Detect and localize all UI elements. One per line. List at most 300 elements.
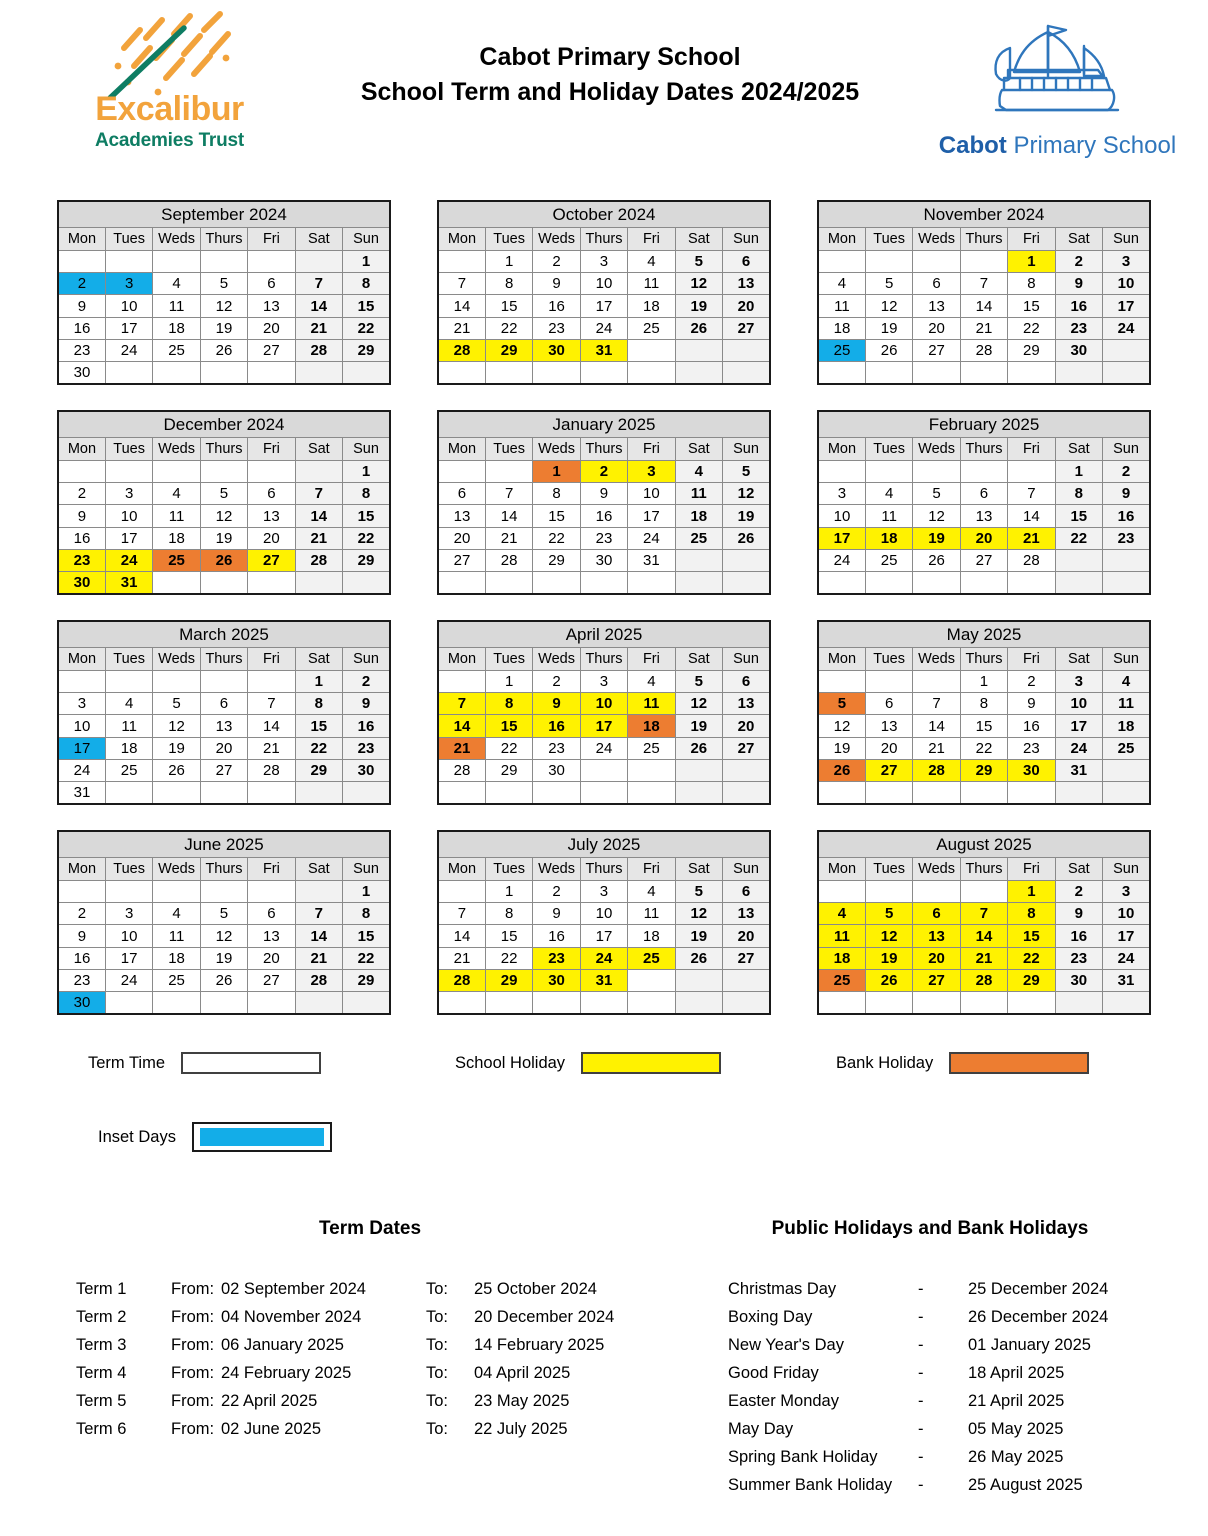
calendar-day-cell[interactable]: 9 xyxy=(533,693,580,715)
calendar-day-cell[interactable]: 19 xyxy=(865,317,912,339)
calendar-day-cell[interactable]: 25 xyxy=(105,759,152,781)
calendar-day-cell[interactable]: 12 xyxy=(675,693,722,715)
calendar-day-cell[interactable]: 11 xyxy=(818,925,865,947)
calendar-day-cell[interactable]: 25 xyxy=(818,339,865,361)
calendar-day-cell[interactable]: 14 xyxy=(960,295,1007,317)
calendar-day-cell[interactable]: 21 xyxy=(485,527,532,549)
calendar-day-cell[interactable]: 6 xyxy=(248,903,295,925)
calendar-day-cell[interactable]: 1 xyxy=(1008,881,1055,903)
calendar-day-cell[interactable]: 24 xyxy=(105,969,152,991)
calendar-day-cell[interactable]: 13 xyxy=(248,295,295,317)
calendar-day-cell[interactable]: 8 xyxy=(960,693,1007,715)
calendar-day-cell[interactable]: 10 xyxy=(818,505,865,527)
calendar-day-cell[interactable]: 1 xyxy=(485,251,532,273)
calendar-day-cell[interactable]: 5 xyxy=(675,251,722,273)
calendar-day-cell[interactable]: 14 xyxy=(438,925,485,947)
calendar-day-cell[interactable]: 3 xyxy=(580,671,627,693)
calendar-day-cell[interactable]: 1 xyxy=(485,881,532,903)
calendar-day-cell[interactable]: 1 xyxy=(1008,251,1055,273)
calendar-day-cell[interactable]: 5 xyxy=(865,903,912,925)
calendar-day-cell[interactable]: 12 xyxy=(865,295,912,317)
calendar-day-cell[interactable]: 16 xyxy=(580,505,627,527)
calendar-day-cell[interactable]: 1 xyxy=(960,671,1007,693)
calendar-day-cell[interactable]: 29 xyxy=(343,969,390,991)
calendar-day-cell[interactable]: 28 xyxy=(438,339,485,361)
calendar-day-cell[interactable]: 27 xyxy=(248,549,295,571)
calendar-day-cell[interactable]: 15 xyxy=(343,925,390,947)
calendar-day-cell[interactable]: 29 xyxy=(343,549,390,571)
calendar-day-cell[interactable]: 17 xyxy=(580,925,627,947)
calendar-day-cell[interactable]: 29 xyxy=(533,549,580,571)
calendar-day-cell[interactable]: 27 xyxy=(913,969,960,991)
calendar-day-cell[interactable]: 1 xyxy=(295,671,342,693)
calendar-day-cell[interactable]: 24 xyxy=(580,317,627,339)
calendar-day-cell[interactable]: 18 xyxy=(628,295,675,317)
calendar-day-cell[interactable]: 18 xyxy=(153,527,200,549)
calendar-day-cell[interactable]: 7 xyxy=(295,273,342,295)
calendar-day-cell[interactable]: 21 xyxy=(438,737,485,759)
calendar-day-cell[interactable]: 12 xyxy=(200,295,247,317)
calendar-day-cell[interactable]: 31 xyxy=(105,571,152,594)
calendar-day-cell[interactable]: 11 xyxy=(865,505,912,527)
calendar-day-cell[interactable]: 29 xyxy=(485,969,532,991)
calendar-day-cell[interactable]: 9 xyxy=(1055,903,1102,925)
calendar-day-cell[interactable]: 3 xyxy=(105,273,152,295)
calendar-day-cell[interactable]: 31 xyxy=(1055,759,1102,781)
calendar-day-cell[interactable]: 28 xyxy=(1008,549,1055,571)
calendar-day-cell[interactable]: 3 xyxy=(818,483,865,505)
calendar-day-cell[interactable]: 17 xyxy=(1103,295,1150,317)
calendar-day-cell[interactable]: 23 xyxy=(580,527,627,549)
calendar-day-cell[interactable]: 22 xyxy=(1055,527,1102,549)
calendar-day-cell[interactable]: 2 xyxy=(58,903,105,925)
calendar-day-cell[interactable]: 14 xyxy=(960,925,1007,947)
calendar-day-cell[interactable]: 8 xyxy=(485,693,532,715)
calendar-day-cell[interactable]: 3 xyxy=(105,483,152,505)
calendar-day-cell[interactable]: 26 xyxy=(675,317,722,339)
calendar-day-cell[interactable]: 9 xyxy=(533,903,580,925)
calendar-day-cell[interactable]: 1 xyxy=(533,461,580,483)
calendar-day-cell[interactable]: 11 xyxy=(153,925,200,947)
calendar-day-cell[interactable]: 16 xyxy=(1008,715,1055,737)
calendar-day-cell[interactable]: 5 xyxy=(153,693,200,715)
calendar-day-cell[interactable]: 17 xyxy=(628,505,675,527)
calendar-day-cell[interactable]: 2 xyxy=(533,251,580,273)
calendar-day-cell[interactable]: 18 xyxy=(153,317,200,339)
calendar-day-cell[interactable]: 10 xyxy=(580,903,627,925)
calendar-day-cell[interactable]: 24 xyxy=(105,549,152,571)
calendar-day-cell[interactable]: 25 xyxy=(628,317,675,339)
calendar-day-cell[interactable]: 31 xyxy=(628,549,675,571)
calendar-day-cell[interactable]: 9 xyxy=(58,505,105,527)
calendar-day-cell[interactable]: 29 xyxy=(1008,969,1055,991)
calendar-day-cell[interactable]: 8 xyxy=(485,273,532,295)
calendar-day-cell[interactable]: 6 xyxy=(248,483,295,505)
calendar-day-cell[interactable]: 8 xyxy=(1008,273,1055,295)
calendar-day-cell[interactable]: 23 xyxy=(1055,317,1102,339)
calendar-day-cell[interactable]: 13 xyxy=(960,505,1007,527)
calendar-day-cell[interactable]: 20 xyxy=(960,527,1007,549)
calendar-day-cell[interactable]: 9 xyxy=(58,295,105,317)
calendar-day-cell[interactable]: 18 xyxy=(818,947,865,969)
calendar-day-cell[interactable]: 30 xyxy=(343,759,390,781)
calendar-day-cell[interactable]: 17 xyxy=(580,295,627,317)
calendar-day-cell[interactable]: 24 xyxy=(818,549,865,571)
calendar-day-cell[interactable]: 2 xyxy=(1103,461,1150,483)
calendar-day-cell[interactable]: 26 xyxy=(200,969,247,991)
calendar-day-cell[interactable]: 14 xyxy=(913,715,960,737)
calendar-day-cell[interactable]: 17 xyxy=(818,527,865,549)
calendar-day-cell[interactable]: 3 xyxy=(105,903,152,925)
calendar-day-cell[interactable]: 15 xyxy=(295,715,342,737)
calendar-day-cell[interactable]: 26 xyxy=(675,737,722,759)
calendar-day-cell[interactable]: 26 xyxy=(200,549,247,571)
calendar-day-cell[interactable]: 22 xyxy=(343,317,390,339)
calendar-day-cell[interactable]: 2 xyxy=(1008,671,1055,693)
calendar-day-cell[interactable]: 7 xyxy=(960,273,1007,295)
calendar-day-cell[interactable]: 28 xyxy=(295,339,342,361)
calendar-day-cell[interactable]: 8 xyxy=(485,903,532,925)
calendar-day-cell[interactable]: 11 xyxy=(628,903,675,925)
calendar-day-cell[interactable]: 22 xyxy=(485,737,532,759)
calendar-day-cell[interactable]: 3 xyxy=(1055,671,1102,693)
calendar-day-cell[interactable]: 19 xyxy=(200,317,247,339)
calendar-day-cell[interactable]: 30 xyxy=(58,571,105,594)
calendar-day-cell[interactable]: 20 xyxy=(200,737,247,759)
calendar-day-cell[interactable]: 21 xyxy=(438,947,485,969)
calendar-day-cell[interactable]: 26 xyxy=(818,759,865,781)
calendar-day-cell[interactable]: 26 xyxy=(865,969,912,991)
calendar-day-cell[interactable]: 27 xyxy=(723,317,770,339)
calendar-day-cell[interactable]: 31 xyxy=(580,969,627,991)
calendar-day-cell[interactable]: 22 xyxy=(295,737,342,759)
calendar-day-cell[interactable]: 18 xyxy=(153,947,200,969)
calendar-day-cell[interactable]: 11 xyxy=(628,273,675,295)
calendar-day-cell[interactable]: 7 xyxy=(960,903,1007,925)
calendar-day-cell[interactable]: 30 xyxy=(533,339,580,361)
calendar-day-cell[interactable]: 5 xyxy=(818,693,865,715)
calendar-day-cell[interactable]: 25 xyxy=(865,549,912,571)
calendar-day-cell[interactable]: 6 xyxy=(865,693,912,715)
calendar-day-cell[interactable]: 25 xyxy=(153,549,200,571)
calendar-day-cell[interactable]: 2 xyxy=(533,881,580,903)
calendar-day-cell[interactable]: 7 xyxy=(295,483,342,505)
calendar-day-cell[interactable]: 22 xyxy=(960,737,1007,759)
calendar-day-cell[interactable]: 15 xyxy=(533,505,580,527)
calendar-day-cell[interactable]: 30 xyxy=(533,759,580,781)
calendar-day-cell[interactable]: 11 xyxy=(153,295,200,317)
calendar-day-cell[interactable]: 16 xyxy=(58,527,105,549)
calendar-day-cell[interactable]: 13 xyxy=(248,505,295,527)
calendar-day-cell[interactable]: 12 xyxy=(913,505,960,527)
calendar-day-cell[interactable]: 20 xyxy=(723,715,770,737)
calendar-day-cell[interactable]: 12 xyxy=(200,505,247,527)
calendar-day-cell[interactable]: 25 xyxy=(628,947,675,969)
calendar-day-cell[interactable]: 11 xyxy=(1103,693,1150,715)
calendar-day-cell[interactable]: 13 xyxy=(913,295,960,317)
calendar-day-cell[interactable]: 30 xyxy=(58,361,105,384)
calendar-day-cell[interactable]: 26 xyxy=(865,339,912,361)
calendar-day-cell[interactable]: 16 xyxy=(1055,295,1102,317)
calendar-day-cell[interactable]: 14 xyxy=(295,505,342,527)
calendar-day-cell[interactable]: 18 xyxy=(865,527,912,549)
calendar-day-cell[interactable]: 28 xyxy=(295,969,342,991)
calendar-day-cell[interactable]: 1 xyxy=(485,671,532,693)
calendar-day-cell[interactable]: 8 xyxy=(1008,903,1055,925)
calendar-day-cell[interactable]: 7 xyxy=(1008,483,1055,505)
calendar-day-cell[interactable]: 4 xyxy=(153,483,200,505)
calendar-day-cell[interactable]: 23 xyxy=(533,947,580,969)
calendar-day-cell[interactable]: 12 xyxy=(153,715,200,737)
calendar-day-cell[interactable]: 27 xyxy=(723,737,770,759)
calendar-day-cell[interactable]: 4 xyxy=(818,273,865,295)
calendar-day-cell[interactable]: 26 xyxy=(723,527,770,549)
calendar-day-cell[interactable]: 9 xyxy=(1008,693,1055,715)
calendar-day-cell[interactable]: 16 xyxy=(533,925,580,947)
calendar-day-cell[interactable]: 3 xyxy=(1103,881,1150,903)
calendar-day-cell[interactable]: 23 xyxy=(1103,527,1150,549)
calendar-day-cell[interactable]: 18 xyxy=(628,925,675,947)
calendar-day-cell[interactable]: 26 xyxy=(200,339,247,361)
calendar-day-cell[interactable]: 28 xyxy=(438,969,485,991)
calendar-day-cell[interactable]: 28 xyxy=(960,969,1007,991)
calendar-day-cell[interactable]: 23 xyxy=(58,549,105,571)
calendar-day-cell[interactable]: 14 xyxy=(295,295,342,317)
calendar-day-cell[interactable]: 10 xyxy=(628,483,675,505)
calendar-day-cell[interactable]: 10 xyxy=(105,925,152,947)
calendar-day-cell[interactable]: 19 xyxy=(865,947,912,969)
calendar-day-cell[interactable]: 12 xyxy=(675,273,722,295)
calendar-day-cell[interactable]: 30 xyxy=(1055,969,1102,991)
calendar-day-cell[interactable]: 16 xyxy=(1055,925,1102,947)
calendar-day-cell[interactable]: 28 xyxy=(248,759,295,781)
calendar-day-cell[interactable]: 10 xyxy=(580,273,627,295)
calendar-day-cell[interactable]: 2 xyxy=(58,483,105,505)
calendar-day-cell[interactable]: 1 xyxy=(343,881,390,903)
calendar-day-cell[interactable]: 4 xyxy=(628,881,675,903)
calendar-day-cell[interactable]: 13 xyxy=(248,925,295,947)
calendar-day-cell[interactable]: 23 xyxy=(1055,947,1102,969)
calendar-day-cell[interactable]: 23 xyxy=(343,737,390,759)
calendar-day-cell[interactable]: 15 xyxy=(960,715,1007,737)
calendar-day-cell[interactable]: 17 xyxy=(105,317,152,339)
calendar-day-cell[interactable]: 2 xyxy=(533,671,580,693)
calendar-day-cell[interactable]: 24 xyxy=(580,947,627,969)
calendar-day-cell[interactable]: 17 xyxy=(105,527,152,549)
calendar-day-cell[interactable]: 29 xyxy=(1008,339,1055,361)
calendar-day-cell[interactable]: 8 xyxy=(343,273,390,295)
calendar-day-cell[interactable]: 20 xyxy=(913,947,960,969)
calendar-day-cell[interactable]: 25 xyxy=(153,969,200,991)
calendar-day-cell[interactable]: 6 xyxy=(960,483,1007,505)
calendar-day-cell[interactable]: 20 xyxy=(723,295,770,317)
calendar-day-cell[interactable]: 22 xyxy=(485,317,532,339)
calendar-day-cell[interactable]: 2 xyxy=(1055,251,1102,273)
calendar-day-cell[interactable]: 17 xyxy=(58,737,105,759)
calendar-day-cell[interactable]: 25 xyxy=(675,527,722,549)
calendar-day-cell[interactable]: 9 xyxy=(1103,483,1150,505)
calendar-day-cell[interactable]: 4 xyxy=(153,903,200,925)
calendar-day-cell[interactable]: 27 xyxy=(723,947,770,969)
calendar-day-cell[interactable]: 5 xyxy=(200,273,247,295)
calendar-day-cell[interactable]: 26 xyxy=(913,549,960,571)
calendar-day-cell[interactable]: 7 xyxy=(913,693,960,715)
calendar-day-cell[interactable]: 9 xyxy=(580,483,627,505)
calendar-day-cell[interactable]: 29 xyxy=(343,339,390,361)
calendar-day-cell[interactable]: 14 xyxy=(438,295,485,317)
calendar-day-cell[interactable]: 21 xyxy=(913,737,960,759)
calendar-day-cell[interactable]: 11 xyxy=(628,693,675,715)
calendar-day-cell[interactable]: 1 xyxy=(1055,461,1102,483)
calendar-day-cell[interactable]: 10 xyxy=(58,715,105,737)
calendar-day-cell[interactable]: 31 xyxy=(580,339,627,361)
calendar-day-cell[interactable]: 14 xyxy=(438,715,485,737)
calendar-day-cell[interactable]: 7 xyxy=(438,273,485,295)
calendar-day-cell[interactable]: 5 xyxy=(675,671,722,693)
calendar-day-cell[interactable]: 24 xyxy=(580,737,627,759)
calendar-day-cell[interactable]: 13 xyxy=(913,925,960,947)
calendar-day-cell[interactable]: 6 xyxy=(200,693,247,715)
calendar-day-cell[interactable]: 19 xyxy=(913,527,960,549)
calendar-day-cell[interactable]: 13 xyxy=(723,693,770,715)
calendar-day-cell[interactable]: 27 xyxy=(248,969,295,991)
calendar-day-cell[interactable]: 4 xyxy=(628,671,675,693)
calendar-day-cell[interactable]: 18 xyxy=(675,505,722,527)
calendar-day-cell[interactable]: 12 xyxy=(200,925,247,947)
calendar-day-cell[interactable]: 12 xyxy=(818,715,865,737)
calendar-day-cell[interactable]: 10 xyxy=(1055,693,1102,715)
calendar-day-cell[interactable]: 15 xyxy=(1008,295,1055,317)
calendar-day-cell[interactable]: 5 xyxy=(865,273,912,295)
calendar-day-cell[interactable]: 5 xyxy=(723,461,770,483)
calendar-day-cell[interactable]: 4 xyxy=(675,461,722,483)
calendar-day-cell[interactable]: 27 xyxy=(913,339,960,361)
calendar-day-cell[interactable]: 26 xyxy=(153,759,200,781)
calendar-day-cell[interactable]: 20 xyxy=(248,527,295,549)
calendar-day-cell[interactable]: 24 xyxy=(1055,737,1102,759)
calendar-day-cell[interactable]: 19 xyxy=(675,715,722,737)
calendar-day-cell[interactable]: 1 xyxy=(343,251,390,273)
calendar-day-cell[interactable]: 26 xyxy=(675,947,722,969)
calendar-day-cell[interactable]: 12 xyxy=(675,903,722,925)
calendar-day-cell[interactable]: 13 xyxy=(723,903,770,925)
calendar-day-cell[interactable]: 3 xyxy=(1103,251,1150,273)
calendar-day-cell[interactable]: 12 xyxy=(865,925,912,947)
calendar-day-cell[interactable]: 21 xyxy=(438,317,485,339)
calendar-day-cell[interactable]: 7 xyxy=(438,903,485,925)
calendar-day-cell[interactable]: 11 xyxy=(818,295,865,317)
calendar-day-cell[interactable]: 9 xyxy=(533,273,580,295)
calendar-day-cell[interactable]: 6 xyxy=(438,483,485,505)
calendar-day-cell[interactable]: 4 xyxy=(818,903,865,925)
calendar-day-cell[interactable]: 21 xyxy=(1008,527,1055,549)
calendar-day-cell[interactable]: 13 xyxy=(865,715,912,737)
calendar-day-cell[interactable]: 22 xyxy=(485,947,532,969)
calendar-day-cell[interactable]: 19 xyxy=(818,737,865,759)
calendar-day-cell[interactable]: 2 xyxy=(1055,881,1102,903)
calendar-day-cell[interactable]: 7 xyxy=(438,693,485,715)
calendar-day-cell[interactable]: 4 xyxy=(105,693,152,715)
calendar-day-cell[interactable]: 6 xyxy=(723,671,770,693)
calendar-day-cell[interactable]: 21 xyxy=(960,317,1007,339)
calendar-day-cell[interactable]: 20 xyxy=(723,925,770,947)
calendar-day-cell[interactable]: 27 xyxy=(200,759,247,781)
calendar-day-cell[interactable]: 11 xyxy=(675,483,722,505)
calendar-day-cell[interactable]: 6 xyxy=(913,273,960,295)
calendar-day-cell[interactable]: 20 xyxy=(913,317,960,339)
calendar-day-cell[interactable]: 18 xyxy=(1103,715,1150,737)
calendar-day-cell[interactable]: 29 xyxy=(960,759,1007,781)
calendar-day-cell[interactable]: 8 xyxy=(343,483,390,505)
calendar-day-cell[interactable]: 24 xyxy=(58,759,105,781)
calendar-day-cell[interactable]: 10 xyxy=(105,505,152,527)
calendar-day-cell[interactable]: 13 xyxy=(438,505,485,527)
calendar-day-cell[interactable]: 24 xyxy=(1103,947,1150,969)
calendar-day-cell[interactable]: 16 xyxy=(533,715,580,737)
calendar-day-cell[interactable]: 10 xyxy=(105,295,152,317)
calendar-day-cell[interactable]: 23 xyxy=(533,317,580,339)
calendar-day-cell[interactable]: 10 xyxy=(1103,273,1150,295)
calendar-day-cell[interactable]: 15 xyxy=(485,295,532,317)
calendar-day-cell[interactable]: 30 xyxy=(1008,759,1055,781)
calendar-day-cell[interactable]: 12 xyxy=(723,483,770,505)
calendar-day-cell[interactable]: 8 xyxy=(533,483,580,505)
calendar-day-cell[interactable]: 22 xyxy=(1008,317,1055,339)
calendar-day-cell[interactable]: 5 xyxy=(913,483,960,505)
calendar-day-cell[interactable]: 5 xyxy=(200,903,247,925)
calendar-day-cell[interactable]: 17 xyxy=(105,947,152,969)
calendar-day-cell[interactable]: 27 xyxy=(248,339,295,361)
calendar-day-cell[interactable]: 28 xyxy=(295,549,342,571)
calendar-day-cell[interactable]: 20 xyxy=(248,947,295,969)
calendar-day-cell[interactable]: 14 xyxy=(1008,505,1055,527)
calendar-day-cell[interactable]: 9 xyxy=(58,925,105,947)
calendar-day-cell[interactable]: 20 xyxy=(865,737,912,759)
calendar-day-cell[interactable]: 16 xyxy=(1103,505,1150,527)
calendar-day-cell[interactable]: 25 xyxy=(818,969,865,991)
calendar-day-cell[interactable]: 19 xyxy=(723,505,770,527)
calendar-day-cell[interactable]: 14 xyxy=(295,925,342,947)
calendar-day-cell[interactable]: 30 xyxy=(1055,339,1102,361)
calendar-day-cell[interactable]: 4 xyxy=(1103,671,1150,693)
calendar-day-cell[interactable]: 24 xyxy=(105,339,152,361)
calendar-day-cell[interactable]: 5 xyxy=(200,483,247,505)
calendar-day-cell[interactable]: 13 xyxy=(723,273,770,295)
calendar-day-cell[interactable]: 19 xyxy=(675,925,722,947)
calendar-day-cell[interactable]: 31 xyxy=(1103,969,1150,991)
calendar-day-cell[interactable]: 28 xyxy=(913,759,960,781)
calendar-day-cell[interactable]: 16 xyxy=(533,295,580,317)
calendar-day-cell[interactable]: 21 xyxy=(295,947,342,969)
calendar-day-cell[interactable]: 14 xyxy=(485,505,532,527)
calendar-day-cell[interactable]: 29 xyxy=(485,339,532,361)
calendar-day-cell[interactable]: 11 xyxy=(153,505,200,527)
calendar-day-cell[interactable]: 30 xyxy=(533,969,580,991)
calendar-day-cell[interactable]: 3 xyxy=(628,461,675,483)
calendar-day-cell[interactable]: 21 xyxy=(248,737,295,759)
calendar-day-cell[interactable]: 28 xyxy=(485,549,532,571)
calendar-day-cell[interactable]: 15 xyxy=(1008,925,1055,947)
calendar-day-cell[interactable]: 20 xyxy=(248,317,295,339)
calendar-day-cell[interactable]: 9 xyxy=(1055,273,1102,295)
calendar-day-cell[interactable]: 25 xyxy=(628,737,675,759)
calendar-day-cell[interactable]: 27 xyxy=(960,549,1007,571)
calendar-day-cell[interactable]: 19 xyxy=(200,527,247,549)
calendar-day-cell[interactable]: 2 xyxy=(580,461,627,483)
calendar-day-cell[interactable]: 14 xyxy=(248,715,295,737)
calendar-day-cell[interactable]: 18 xyxy=(105,737,152,759)
calendar-day-cell[interactable]: 17 xyxy=(1103,925,1150,947)
